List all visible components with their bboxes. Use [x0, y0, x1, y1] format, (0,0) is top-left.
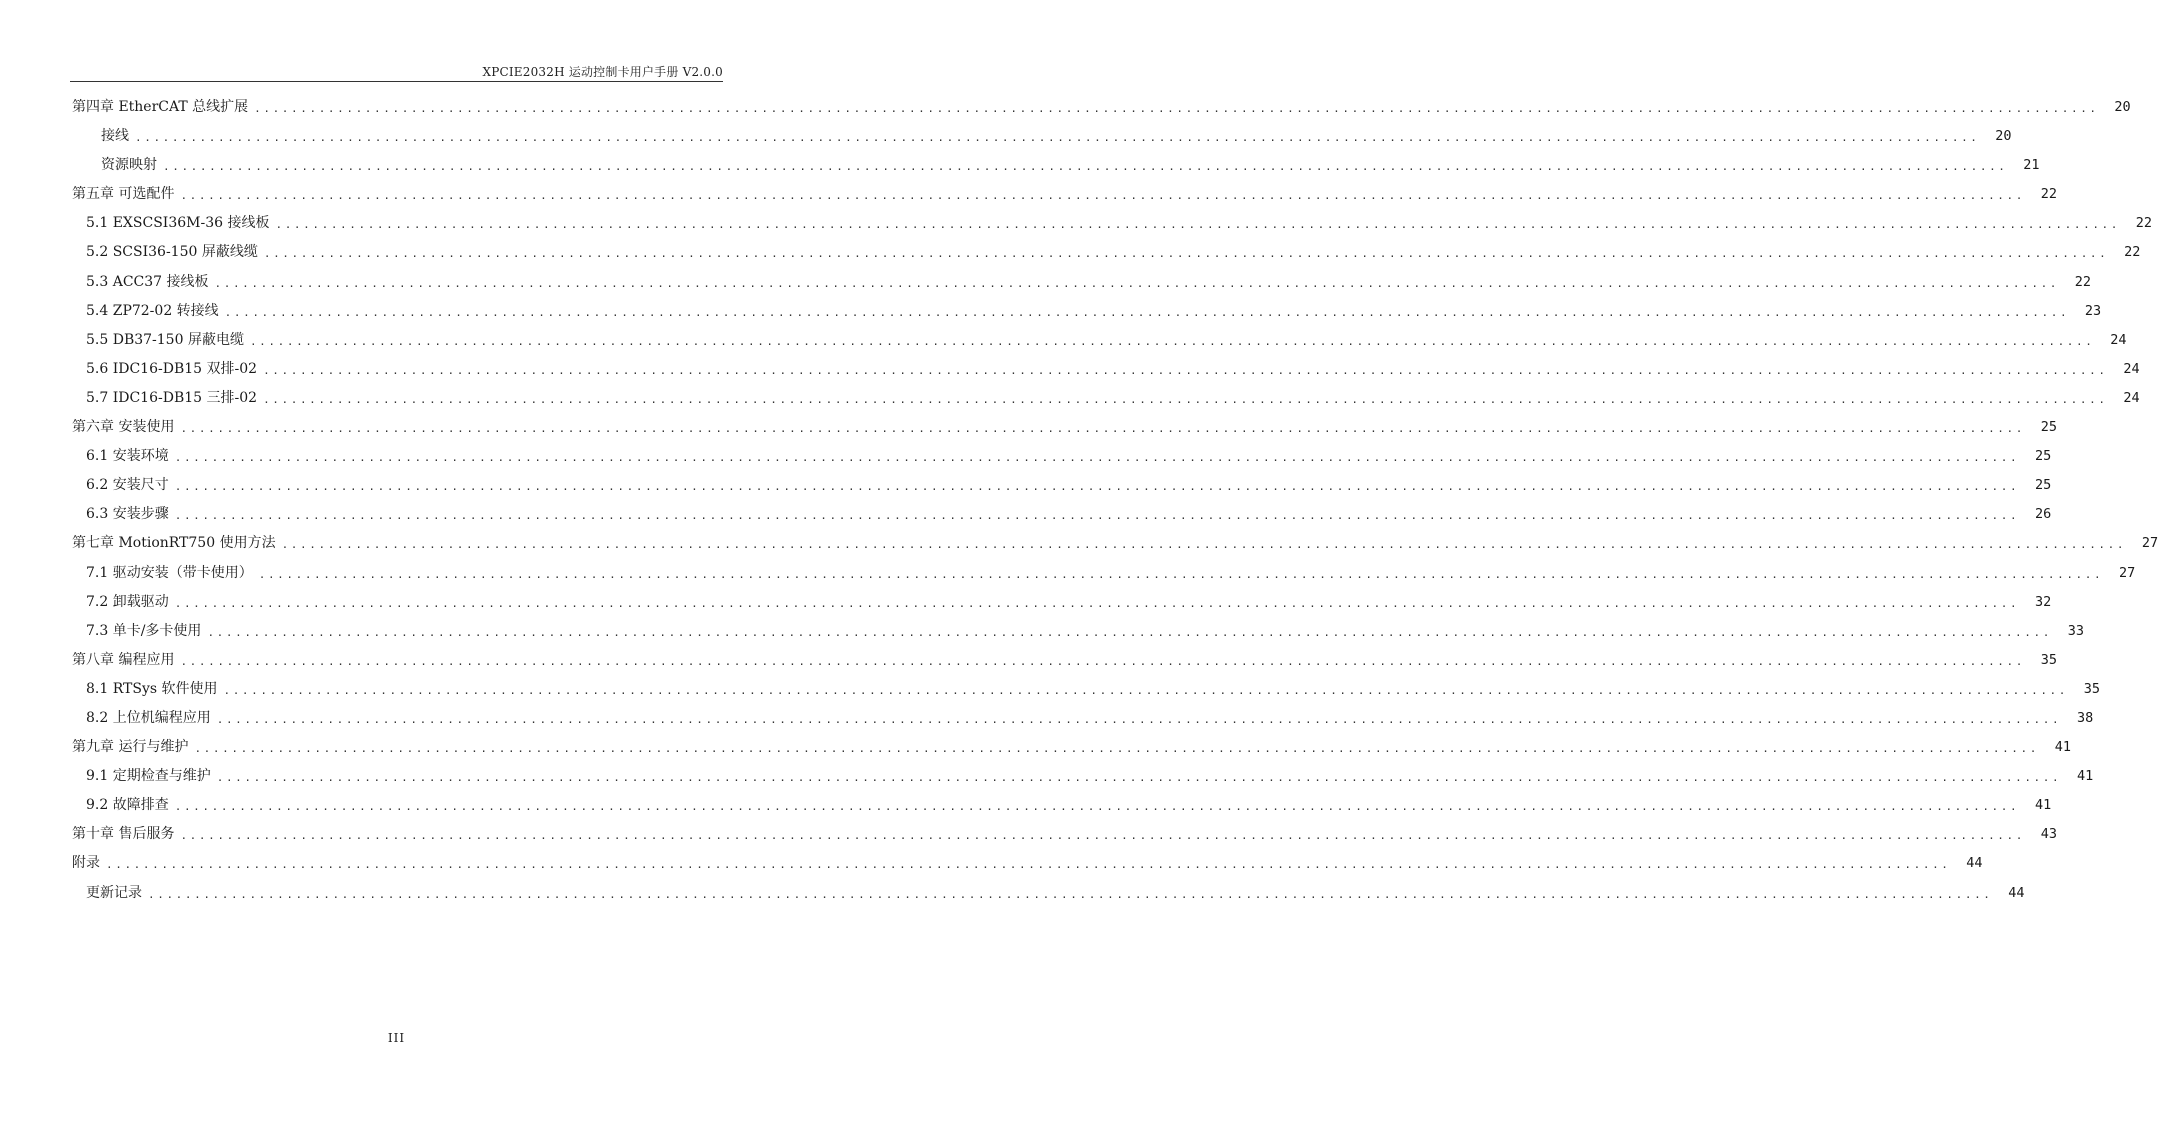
toc-entry[interactable]: [70, 529, 2158, 558]
toc-entry[interactable]: [70, 268, 2092, 297]
footer-page-number: III: [387, 1031, 406, 1045]
toc-entry-title: 附录: [72, 855, 100, 872]
toc-dot-leader: ........................................................................................................................................................................................................: [180, 829, 2025, 843]
toc-entry-page: 24: [2123, 360, 2140, 377]
toc-entry-title: 资源映射: [101, 157, 157, 174]
toc-entry[interactable]: [70, 355, 2140, 384]
toc-dot-leader: ........................................................................................................................................................................................................: [180, 189, 2025, 203]
toc-entry-title: 7.1 驱动安装（带卡使用）: [86, 564, 253, 581]
toc-dot-leader: ........................................................................................................................................................................................................: [180, 654, 2025, 668]
toc-entry-page: 25: [2034, 477, 2052, 494]
toc-dot-leader: ........................................................................................................................................................................................................: [275, 218, 2120, 232]
toc-entry-page: 27: [2141, 535, 2158, 552]
toc-dot-leader: ........................................................................................................................................................................................................: [180, 422, 2025, 436]
toc-dot-leader: ........................................................................................................................................................................................................: [249, 334, 2095, 348]
toc-dot-leader: ........................................................................................................................................................................................................: [148, 887, 1993, 901]
toc-entry-page: 33: [2067, 622, 2084, 639]
toc-entry[interactable]: [70, 413, 2057, 442]
toc-entry[interactable]: [70, 151, 2040, 180]
toc-entry-title: 9.1 定期检查与维护: [86, 768, 211, 785]
toc-entry-title: 5.4 ZP72-02 转接线: [86, 302, 219, 319]
toc-entry[interactable]: [70, 384, 2140, 413]
toc-entry-title: 更新记录: [86, 884, 142, 901]
toc-entry-title: 7.2 卸载驱动: [86, 593, 169, 610]
toc-dot-leader: ........................................................................................................................................................................................................: [174, 451, 2020, 465]
toc-entry[interactable]: [70, 442, 2052, 471]
toc-entry[interactable]: [70, 180, 2057, 209]
toc-entry-page: 27: [2118, 564, 2136, 581]
toc-entry[interactable]: [70, 500, 2052, 529]
toc-dot-leader: ........................................................................................................................................................................................................: [163, 160, 2008, 174]
toc-entry[interactable]: [70, 675, 2100, 704]
toc-dot-leader: ........................................................................................................................................................................................................: [174, 596, 2020, 610]
toc-entry[interactable]: [70, 791, 2052, 820]
toc-entry-title: 5.1 EXSCSI36M-36 接线板: [86, 215, 270, 232]
toc-dot-leader: ........................................................................................................................................................................................................: [254, 102, 2099, 115]
toc-entry[interactable]: [70, 762, 2094, 791]
toc-entry-title: 5.2 SCSI36-150 屏蔽线缆: [86, 244, 258, 261]
toc-entry[interactable]: [70, 646, 2057, 675]
toc-dot-leader: ........................................................................................................................................................................................................: [214, 276, 2060, 290]
toc-entry[interactable]: [70, 93, 2131, 122]
toc-entry-page: 38: [2076, 709, 2094, 726]
toc-entry[interactable]: [70, 849, 1983, 878]
toc-dot-leader: ........................................................................................................................................................................................................: [174, 800, 2020, 814]
toc-entry-title: 7.3 单卡/多卡使用: [86, 622, 202, 639]
toc-dot-leader: ........................................................................................................................................................................................................: [224, 305, 2070, 319]
toc-dot-leader: ........................................................................................................................................................................................................: [216, 771, 2062, 785]
toc-dot-leader: ........................................................................................................................................................................................................: [263, 247, 2109, 261]
toc-entry-page: 32: [2034, 593, 2052, 610]
toc-entry-page: 20: [2114, 99, 2131, 115]
toc-entry-title: 第八章 编程应用: [72, 651, 175, 668]
toc-dot-leader: ........................................................................................................................................................................................................: [174, 509, 2020, 523]
toc-entry[interactable]: [70, 588, 2052, 617]
toc-dot-leader: ........................................................................................................................................................................................................: [207, 625, 2052, 639]
toc-entry[interactable]: [70, 704, 2094, 733]
toc-entry-page: 22: [2074, 273, 2092, 290]
toc-entry-title: 6.3 安装步骤: [86, 506, 169, 523]
toc-dot-leader: ........................................................................................................................................................................................................: [263, 392, 2108, 406]
toc-entry[interactable]: [70, 326, 2127, 355]
toc-entry-title: 第九章 运行与维护: [72, 739, 189, 756]
toc-entry-title: 第七章 MotionRT750 使用方法: [72, 535, 276, 552]
toc-entry-title: 5.3 ACC37 接线板: [86, 273, 209, 290]
toc-entry[interactable]: [70, 820, 2057, 849]
toc-entry-page: 24: [2110, 331, 2127, 348]
toc-dot-leader: ........................................................................................................................................................................................................: [135, 131, 1980, 145]
toc-entry-page: 41: [2034, 797, 2052, 814]
toc-entry-title: 8.1 RTSys 软件使用: [86, 680, 218, 697]
toc-entry[interactable]: [70, 122, 2012, 151]
toc-entry-page: 43: [2040, 826, 2057, 843]
toc-entry-page: 35: [2040, 651, 2057, 668]
toc-entry[interactable]: [70, 879, 2025, 908]
toc-entry-page: 41: [2076, 768, 2094, 785]
toc-entry-page: 44: [1966, 855, 1983, 872]
toc-entry-title: 第十章 售后服务: [72, 826, 175, 843]
toc-entry-title: 9.2 故障排查: [86, 797, 169, 814]
toc-entry-page: 21: [2023, 157, 2040, 174]
toc-entry[interactable]: [70, 559, 2136, 588]
toc-entry-page: 25: [2034, 448, 2052, 465]
toc-entry-title: 第五章 可选配件: [72, 186, 175, 203]
toc-entry[interactable]: [70, 238, 2141, 267]
toc-entry-title: 接线: [101, 128, 129, 145]
toc-dot-leader: ........................................................................................................................................................................................................: [281, 538, 2127, 552]
toc-dot-leader: ........................................................................................................................................................................................................: [223, 683, 2068, 697]
table-of-contents: [70, 93, 2158, 908]
toc-entry-page: 35: [2083, 680, 2100, 697]
toc-entry[interactable]: [70, 471, 2052, 500]
toc-entry-title: 5.5 DB37-150 屏蔽电缆: [86, 331, 244, 348]
toc-entry-page: 22: [2124, 244, 2141, 261]
toc-dot-leader: ........................................................................................................................................................................................................: [174, 480, 2020, 494]
toc-dot-leader: ........................................................................................................................................................................................................: [258, 567, 2104, 581]
toc-entry-title: 第六章 安装使用: [72, 419, 175, 436]
toc-entry-page: 44: [2008, 884, 2025, 901]
toc-entry-page: 23: [2084, 302, 2102, 319]
toc-entry-page: 22: [2135, 215, 2152, 232]
toc-entry-title: 8.2 上位机编程应用: [86, 709, 211, 726]
toc-entry-page: 22: [2040, 186, 2057, 203]
toc-dot-leader: ........................................................................................................................................................................................................: [216, 712, 2062, 726]
toc-entry-title: 6.1 安装环境: [86, 448, 169, 465]
toc-entry-page: 24: [2123, 389, 2140, 406]
toc-dot-leader: ........................................................................................................................................................................................................: [263, 363, 2108, 377]
toc-entry-page: 20: [1995, 128, 2012, 145]
toc-entry-title: 5.7 IDC16-DB15 三排-02: [86, 389, 258, 406]
toc-entry-title: 6.2 安装尺寸: [86, 477, 169, 494]
toc-dot-leader: ........................................................................................................................................................................................................: [194, 742, 2039, 756]
toc-entry-page: 25: [2040, 419, 2057, 436]
toc-entry[interactable]: [70, 297, 2102, 326]
toc-entry-title: 5.6 IDC16-DB15 双排-02: [86, 360, 258, 377]
toc-entry-page: 41: [2054, 739, 2071, 756]
toc-dot-leader: ........................................................................................................................................................................................................: [106, 858, 1951, 872]
toc-entry-page: 26: [2034, 506, 2052, 523]
header-rule: [70, 81, 723, 82]
toc-entry-title: 第四章 EtherCAT 总线扩展: [72, 99, 249, 115]
toc-entry[interactable]: [70, 209, 2152, 238]
toc-entry[interactable]: [70, 617, 2084, 646]
toc-entry[interactable]: [70, 733, 2071, 762]
running-header: XPCIE2032H 运动控制卡用户手册 V2.0.0: [482, 65, 723, 79]
